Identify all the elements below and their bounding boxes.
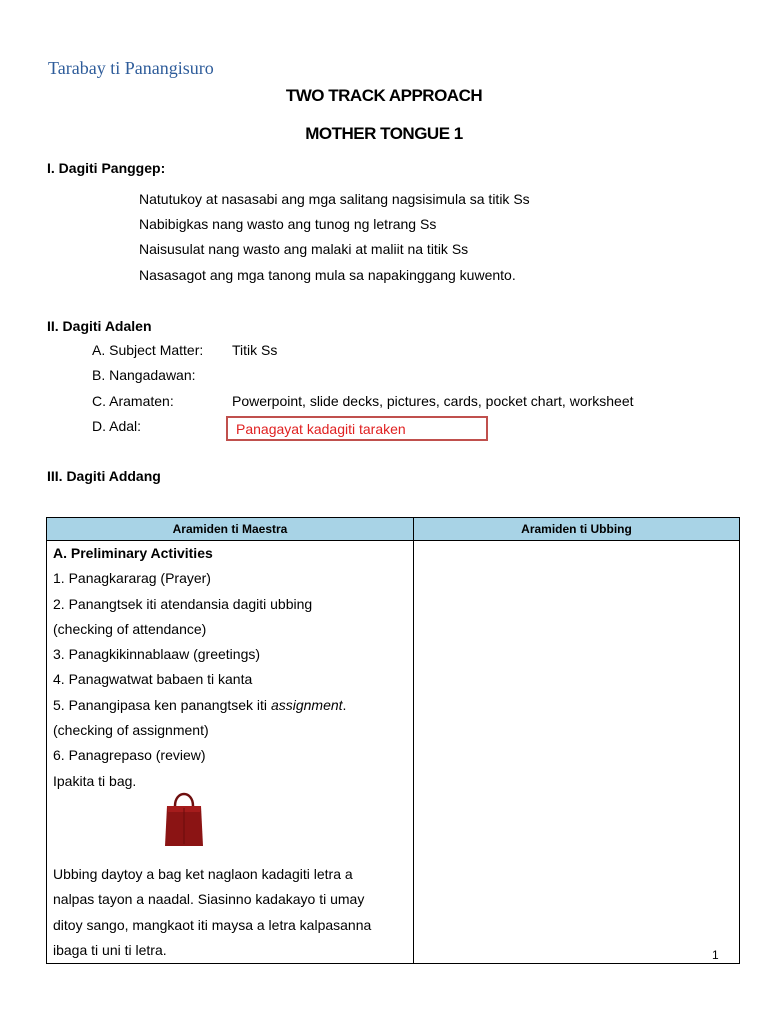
objective-2: Nabibigkas nang wasto ang tunog ng letrang Ss xyxy=(139,216,437,232)
activity-line: 6. Panagrepaso (review) xyxy=(53,747,206,764)
activity-line: 4. Panagwatwat babaen ti kanta xyxy=(53,671,253,688)
subject-matter-value: Titik Ss xyxy=(232,342,278,358)
table-header-row xyxy=(47,518,740,541)
activity-line: (checking of assignment) xyxy=(53,722,209,739)
table-row xyxy=(47,541,740,964)
adal-value-box: Panagayat kadagiti taraken xyxy=(226,416,488,441)
activity-line: (checking of attendance) xyxy=(53,620,207,637)
adal-label: D. Adal: xyxy=(92,418,142,434)
activity-line: nalpas tayon a naadal. Siasinno kadakayo ti umay xyxy=(53,891,365,908)
objective-3: Naisusulat nang wasto ang malaki at maliit na titik Ss xyxy=(139,241,469,257)
preliminary-activities-title: A. Preliminary Activities xyxy=(53,545,213,561)
activity-line: Ipakita ti bag. xyxy=(53,772,137,789)
section-3-heading: III. Dagiti Addang xyxy=(47,468,161,484)
pupil-activities-cell xyxy=(414,541,740,964)
approach-title: TWO TRACK APPROACH xyxy=(285,86,483,105)
activity-line: ibaga ti uni ti letra. xyxy=(53,941,167,958)
subject-title: MOTHER TONGUE 1 xyxy=(305,124,463,143)
teacher-activities-cell xyxy=(47,541,414,964)
document-header-title: Tarabay ti Panangisuro xyxy=(48,58,214,78)
section-2-heading: II. Dagiti Adalen xyxy=(47,318,152,334)
section-1-heading: I. Dagiti Panggep: xyxy=(47,160,166,176)
header-teacher-activities: Aramiden ti Maestra xyxy=(47,518,414,541)
page-number: 1 xyxy=(712,948,719,962)
red-tote-bag-icon xyxy=(163,788,205,848)
activity-text: 5. Panangipasa ken panangtsek iti xyxy=(53,696,271,713)
aramaten-label: C. Aramaten: xyxy=(92,393,174,409)
subject-matter-label: A. Subject Matter: xyxy=(92,342,204,358)
activity-text: . xyxy=(342,696,347,713)
lesson-plan-table xyxy=(46,517,740,964)
objective-4: Nasasagot ang mga tanong mula sa napakinggang kuwento. xyxy=(139,267,516,283)
nangadawan-label: B. Nangadawan: xyxy=(92,367,196,383)
activity-line: 3. Panagkikinnablaaw (greetings) xyxy=(53,646,261,663)
objective-1: Natutukoy at nasasabi ang mga salitang nagsisimula sa titik Ss xyxy=(139,191,530,207)
aramaten-value: Powerpoint, slide decks, pictures, cards, pocket chart, worksheet xyxy=(232,393,634,409)
activity-line: 2. Panangtsek iti atendansia dagiti ubbing xyxy=(53,595,313,612)
activity-line: Ubbing daytoy a bag ket naglaon kadagiti letra a xyxy=(53,865,353,882)
activity-line: 1. Panagkararag (Prayer) xyxy=(53,570,211,587)
activity-line-assignment xyxy=(53,693,407,718)
activity-line: ditoy sango, mangkaot iti maysa a letra kalpasanna xyxy=(53,916,372,933)
assignment-italic: assignment xyxy=(270,696,343,713)
header-pupil-activities: Aramiden ti Ubbing xyxy=(414,518,740,541)
